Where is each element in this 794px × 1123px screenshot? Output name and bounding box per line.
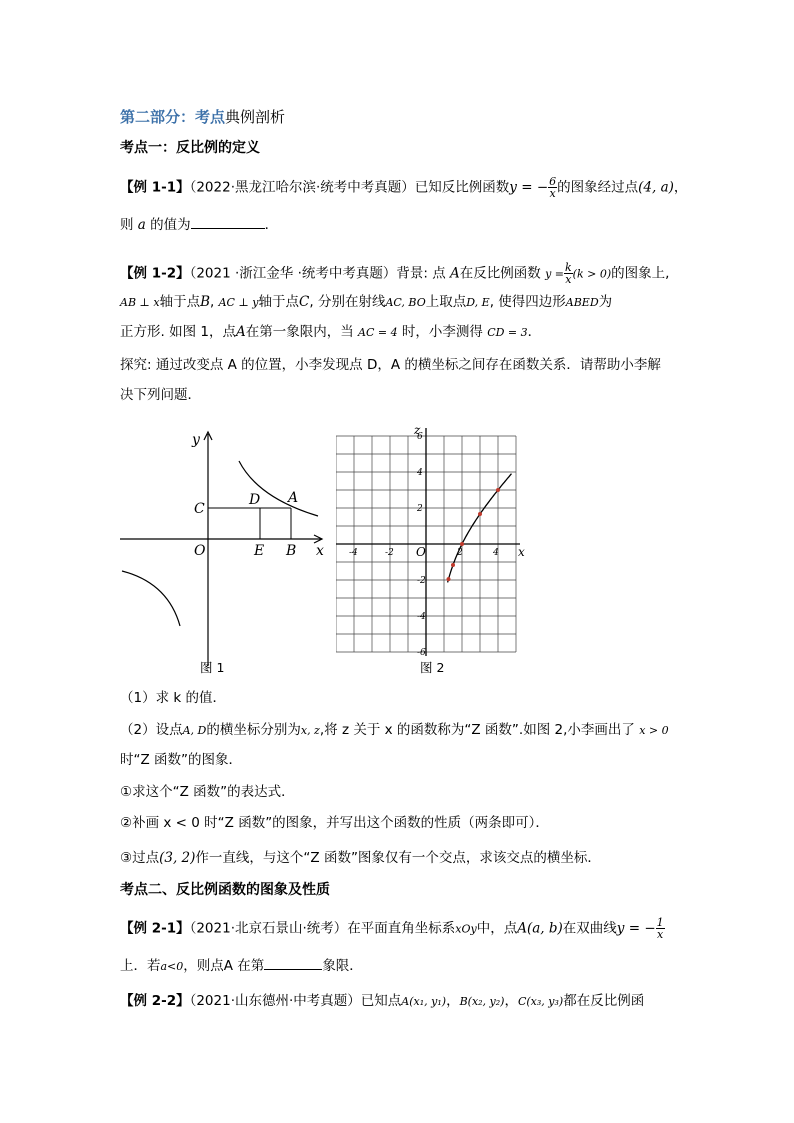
fig2-label-O: O: [416, 545, 426, 559]
ex12-l2-t2: ,: [210, 294, 215, 310]
ex21-answer-blank[interactable]: [264, 955, 322, 970]
ex11-point: (4, a): [638, 179, 674, 196]
ex12-l2-m5: ABED: [565, 296, 599, 309]
ex21-t2: 中，点: [476, 920, 518, 937]
ex21-t1: 在平面直角坐标系: [347, 920, 456, 937]
fig2-ytick-label: -6: [417, 648, 426, 656]
ex21-frac-den: x: [657, 928, 664, 941]
ex12-l2-m4: D, E: [466, 296, 490, 309]
ex11-text-b: 的图象经过点: [557, 179, 639, 196]
fig1-label-E: E: [254, 543, 265, 559]
ex12-l3-m2: CD = 3: [487, 326, 528, 339]
ex12-l2-m3: AC, BO: [385, 296, 426, 309]
fig1-branch-q3: [122, 571, 180, 626]
q2-line2: 时“Z 函数”的图象．: [120, 752, 243, 768]
ex22-p1: A(x₁, y₁): [401, 995, 447, 1008]
fig2-xtick-label: -2: [385, 548, 394, 558]
ex12-var-a: A: [450, 265, 460, 282]
ex21-fraction: [656, 917, 665, 940]
q2-t2: 的横坐标分别为: [206, 722, 301, 738]
ex12-l3-m1: AC = 4: [358, 326, 398, 339]
q2-m1: A, D: [182, 724, 207, 737]
fig2-ytick-label: -2: [417, 576, 426, 586]
fig2-xtick-label: 4: [493, 548, 499, 558]
ex12-l2-t6: , 使得四边形: [489, 294, 566, 310]
fig1-label-x: x: [316, 543, 324, 559]
ex22-p2: B(x₂, y₂): [459, 995, 505, 1008]
ex12-l2-t5: 上取点: [425, 294, 467, 310]
figure-1: [118, 428, 330, 668]
ex11-line2-var: a: [137, 217, 146, 233]
ex12-explore-1: 探究: 通过改变点 A 的位置，小李发现点 D，A 的横坐标之间存在函数关系．请帮助小李解: [120, 357, 661, 373]
ex21-l2-t2: ，则点A 在第: [183, 958, 265, 974]
ex11-frac-den: x: [549, 187, 556, 200]
figure-2: [336, 418, 536, 656]
ex12-l2-t1: 轴于点: [159, 294, 201, 310]
ex12-line3: [120, 322, 541, 343]
ex22-source: （2021·山东德州·中考真题）: [189, 993, 361, 1009]
curve-point: [478, 512, 482, 516]
ex11-line2-b: 的值为: [150, 217, 191, 233]
ex21-func-lhs: y = −: [616, 920, 656, 937]
ex21-frac-num: 1: [656, 916, 664, 929]
ex22-sep1: ，: [446, 993, 460, 1009]
ex12-l2-m2: AC ⊥ y: [218, 296, 259, 309]
q2-3-t2: 作一直线，与这个“Z 函数”图象仅有一个交点，求该交点的横坐标．: [195, 850, 601, 866]
fig2-axes: [336, 428, 520, 656]
fig2-xtick-label: 2: [457, 548, 463, 558]
ex21-source: （2021·北京石景山·统考）: [189, 920, 348, 937]
q2-t1: （2）设点: [120, 722, 183, 738]
q2-3-t1: ③过点: [120, 850, 160, 866]
ex11-tag: 【例 1-1】: [120, 179, 190, 196]
ex12-l2-v2: C: [299, 294, 310, 310]
fig2-caption: 图 2: [420, 660, 445, 675]
curve-point: [460, 542, 464, 546]
q2-2-text: ②补画 x < 0 时“Z 函数”的图象，并写出这个函数的性质（两条即可）．: [120, 815, 549, 831]
fig1-label-y: y: [192, 432, 200, 448]
fig2-ytick-label: 4: [417, 468, 423, 478]
fig1-label-D: D: [249, 492, 261, 508]
ex12-l3-t2: 在第一象限内，当: [245, 324, 354, 340]
ex12-line2: [120, 292, 612, 313]
ex12-text-a: 背景: 点: [396, 265, 446, 282]
ex11-frac-num: 6: [549, 175, 557, 188]
fig1-label-O: O: [194, 543, 206, 559]
ex11-text-a: 已知反比例函数: [414, 179, 510, 196]
q2-line1: [120, 720, 669, 741]
q1-text: （1）求 k 的值．: [120, 690, 226, 706]
ex12-l2-t7: 为: [598, 294, 613, 310]
ex12-l2-t3: 轴于点: [258, 294, 300, 310]
fig2-label-x: x: [518, 545, 525, 559]
q2-t3: ,将 z 关于 x 的函数称为“Z 函数”.如图 2,小李画出了: [319, 722, 635, 738]
ex21-tag: 【例 2-1】: [120, 920, 190, 937]
q2-3-line: [120, 848, 601, 868]
q2-1-text: ①求这个“Z 函数”的表达式．: [120, 784, 295, 800]
ex12-l3-t3: 时，小李测得: [401, 324, 483, 340]
topic2-title: 考点二、反比例函数的图象及性质: [120, 882, 330, 898]
curve-point: [496, 488, 500, 492]
fig2-label-z: z: [414, 423, 421, 437]
ex12-l3-t4: ．: [527, 324, 542, 340]
section-title-plain: 典例剖析: [225, 108, 286, 126]
ex11-text-c: ，: [673, 179, 688, 196]
fig1-caption: 图 1: [200, 660, 225, 675]
ex21-l2-m1: a<0: [160, 960, 184, 973]
curve-point: [451, 563, 455, 567]
ex11-line1: [120, 176, 687, 199]
ex12-source: （2021 ·浙江金华 ·统考中考真题）: [189, 265, 397, 282]
ex11-fraction: [548, 176, 557, 199]
curve-point: [447, 577, 451, 581]
ex12-fraction: [564, 262, 573, 285]
ex11-source: （2022·黑龙江哈尔滨·统考中考真题）: [189, 179, 415, 196]
ex21-line1: [120, 917, 665, 940]
ex12-frac-den: x: [565, 273, 572, 286]
fig2-xtick-label: -4: [349, 548, 358, 558]
ex12-func-lhs: y =: [545, 267, 564, 281]
ex12-l2-m1: AB ⊥ x: [120, 296, 160, 309]
q2-3-point: (3, 2): [159, 850, 196, 866]
q2-m3: x > 0: [639, 724, 669, 737]
ex12-cond: (k > 0): [572, 267, 612, 281]
ex21-l2-t3: 象限．: [322, 958, 363, 974]
ex11-answer-blank[interactable]: [191, 214, 265, 229]
ex22-line1: [120, 991, 644, 1012]
fig2-ytick-label: -4: [417, 612, 426, 622]
fig1-label-B: B: [286, 543, 297, 559]
ex21-line2: [120, 955, 363, 977]
ex22-sep2: ，: [504, 993, 518, 1009]
ex11-line2: [120, 214, 278, 235]
fig2-points: [447, 488, 501, 581]
q2-m2: x, z: [300, 724, 320, 737]
ex12-l2-t4: , 分别在射线: [309, 294, 386, 310]
ex12-explore-2: 决下列问题．: [120, 387, 201, 403]
ex22-t2: 都在反比例函: [563, 993, 645, 1009]
ex11-line2-end: ．: [264, 217, 279, 233]
ex21-t3: 在双曲线: [562, 920, 617, 937]
ex12-frac-num: k: [565, 261, 572, 274]
ex11-line2-a: 则: [120, 217, 134, 233]
fig2-ytick-label: 2: [417, 504, 423, 514]
ex12-l3-v1: A: [235, 324, 246, 340]
ex21-m1: xOy: [455, 922, 477, 936]
ex11-func-lhs: y = −: [509, 179, 549, 196]
ex21-point: A(a, b): [517, 920, 563, 937]
section-title-bold: 第二部分：考点: [120, 108, 226, 126]
ex21-l2-t1: 上．若: [120, 958, 161, 974]
fig1-label-A: A: [288, 490, 299, 506]
ex12-text-b: 在反比例函数: [459, 265, 541, 282]
ex12-l3-t1: 正方形. 如图 1，点: [120, 324, 236, 340]
ex22-t1: 已知点: [360, 993, 402, 1009]
ex12-l2-v1: B: [200, 294, 210, 310]
section-title: [120, 107, 285, 127]
fig1-label-C: C: [194, 501, 205, 517]
ex12-tag: 【例 1-2】: [120, 265, 190, 282]
ex22-tag: 【例 2-2】: [120, 993, 190, 1009]
ex12-line1: [120, 262, 669, 285]
fig2-ytick-label: 6: [417, 432, 423, 442]
topic1-title: 考点一：反比例的定义: [120, 140, 260, 156]
ex12-text-c: 的图象上,: [611, 265, 670, 282]
ex22-p3: C(x₃, y₃): [517, 995, 564, 1008]
